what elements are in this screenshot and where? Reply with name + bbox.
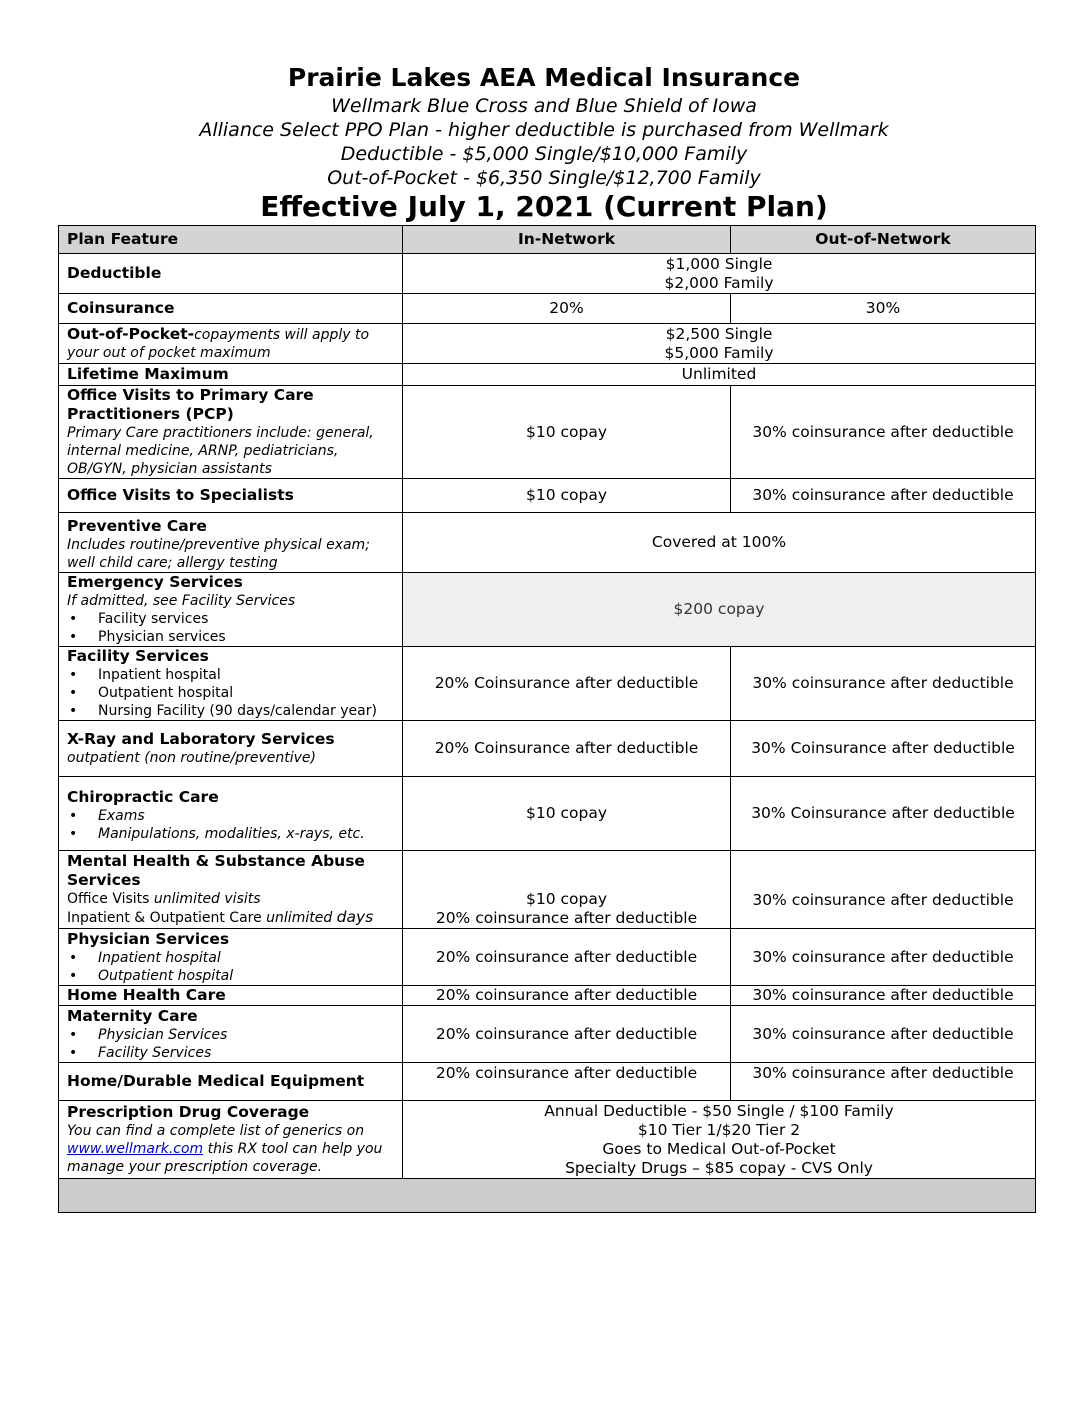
out-of-network-value: 30% coinsurance after deductible (731, 986, 1036, 1006)
feature-name: Lifetime Maximum (67, 365, 229, 383)
in-network-value: $10 copay (403, 386, 731, 479)
feature-cell (59, 1101, 403, 1179)
feature-note: You can find a complete list of generics on (67, 1123, 365, 1139)
column-header-plan-feature: Plan Feature (59, 226, 403, 254)
in-network-value: 20% coinsurance after deductible (403, 986, 731, 1006)
out-of-network-value: 30% Coinsurance after deductible (731, 721, 1036, 777)
bullet-list (67, 610, 394, 646)
feature-note: days (336, 908, 374, 926)
list-item: • Physician services (67, 628, 394, 646)
feature-cell (59, 1063, 403, 1101)
in-network-value: 20% coinsurance after deductible (403, 1006, 731, 1063)
list-item: • Inpatient hospital (67, 666, 394, 684)
feature-note: outpatient (non routine/preventive) (67, 750, 316, 766)
table-row (59, 647, 1036, 721)
feature-name: X-Ray and Laboratory Services (67, 730, 335, 748)
feature-cell (59, 851, 403, 929)
bullet-list (67, 1026, 394, 1062)
value-line: $2,000 Family (664, 273, 774, 292)
table-row (59, 324, 1036, 364)
feature-name: Deductible (67, 264, 162, 282)
list-item: • Outpatient hospital (67, 684, 394, 702)
document-title: Prairie Lakes AEA Medical Insurance (287, 63, 801, 92)
in-network-value: $10 copay (403, 777, 731, 851)
in-network-value (403, 851, 731, 929)
feature-note: Primary Care practitioners include: general, internal medicine, ARNP, pediatricians, OB/GYN, physician assistants (67, 425, 374, 477)
table-row (59, 851, 1036, 929)
list-item: • Outpatient hospital (67, 967, 394, 985)
table-row (59, 513, 1036, 573)
subtitle-carrier: Wellmark Blue Cross and Blue Shield of Iowa (331, 95, 757, 117)
out-of-network-value: 30% (731, 294, 1036, 324)
feature-cell (59, 721, 403, 777)
feature-name: Maternity Care (67, 1006, 198, 1025)
value-line: $5,000 Family (664, 343, 774, 362)
list-item: • Inpatient hospital (67, 949, 394, 967)
feature-cell (59, 513, 403, 573)
in-network-value: 20% (403, 294, 731, 324)
table-row (59, 573, 1036, 647)
footer-bar (59, 1179, 1036, 1213)
out-of-network-value: 30% coinsurance after deductible (731, 1063, 1036, 1101)
feature-name: Facility Services (67, 647, 209, 665)
feature-cell (59, 479, 403, 513)
list-item: • Nursing Facility (90 days/calendar year) (67, 702, 394, 720)
table-row (59, 777, 1036, 851)
wellmark-link[interactable]: www.wellmark.com (67, 1141, 204, 1157)
feature-name: Mental Health & Substance Abuse Services (67, 852, 365, 889)
table-row (59, 364, 1036, 386)
table-row (59, 1063, 1036, 1101)
out-of-network-value: 30% coinsurance after deductible (731, 647, 1036, 721)
list-item: • Manipulations, modalities, x-rays, etc. (67, 825, 394, 843)
column-header-in-network: In-Network (403, 226, 731, 254)
value-line: $2,500 Single (665, 324, 773, 343)
bullet-list (67, 666, 394, 720)
table-row (59, 386, 1036, 479)
feature-note: unlimited visits (153, 891, 261, 907)
value-cell (403, 254, 1036, 294)
out-of-network-value: 30% Coinsurance after deductible (731, 777, 1036, 851)
out-of-network-value: 30% coinsurance after deductible (731, 929, 1036, 986)
feature-text: Office Visits (67, 891, 154, 907)
table-row (59, 721, 1036, 777)
feature-cell (59, 986, 403, 1006)
feature-note: copayments will apply to your out of pocket maximum (67, 327, 370, 361)
in-network-value: $10 copay (403, 479, 731, 513)
feature-name: Chiropractic Care (67, 787, 219, 806)
subtitle-plan: Alliance Select PPO Plan - higher deductible is purchased from Wellmark (199, 119, 889, 141)
value-cell: Unlimited (403, 364, 1036, 386)
feature-name: Prescription Drug Coverage (67, 1103, 310, 1121)
out-of-network-value: 30% coinsurance after deductible (731, 479, 1036, 513)
feature-name: Office Visits to Primary Care Practitioners (PCP) (67, 386, 314, 423)
table-header-row (59, 226, 1036, 254)
feature-note: Includes routine/preventive physical exam; well child care; allergy testing (67, 536, 370, 571)
document-header (0, 62, 1088, 224)
list-item: • Physician Services (67, 1026, 394, 1044)
subtitle-out-of-pocket: Out-of-Pocket - $6,350 Single/$12,700 Family (327, 167, 761, 189)
value-cell (403, 324, 1036, 364)
feature-cell (59, 364, 403, 386)
feature-cell (59, 254, 403, 294)
feature-cell (59, 324, 403, 364)
table-row (59, 479, 1036, 513)
feature-note: this RX tool can help you manage your prescription coverage. (67, 1141, 383, 1175)
effective-date-heading: Effective July 1, 2021 (Current Plan) (260, 190, 828, 223)
feature-note: unlimited (266, 910, 337, 926)
value-cell: $200 copay (403, 573, 1036, 647)
value-line: $10 Tier 1/$20 Tier 2 (637, 1121, 801, 1139)
in-network-value: 20% coinsurance after deductible (403, 929, 731, 986)
feature-text: Inpatient & Outpatient Care (67, 910, 267, 926)
bullet-list (67, 949, 394, 985)
table-row (59, 254, 1036, 294)
table-row (59, 1101, 1036, 1179)
list-item: • Facility services (67, 610, 394, 628)
table-row (59, 986, 1036, 1006)
in-network-value: 20% Coinsurance after deductible (403, 721, 731, 777)
value-cell: Covered at 100% (403, 513, 1036, 573)
feature-name: Home/Durable Medical Equipment (67, 1072, 365, 1090)
feature-cell (59, 294, 403, 324)
feature-cell (59, 1006, 403, 1063)
in-network-value: 20% Coinsurance after deductible (403, 647, 731, 721)
value-line: $1,000 Single (665, 254, 773, 273)
column-header-out-of-network: Out-of-Network (731, 226, 1036, 254)
benefits-table (58, 225, 1036, 1213)
feature-cell (59, 777, 403, 851)
value-cell (403, 1101, 1036, 1179)
value-line: Annual Deductible - $50 Single / $100 Family (544, 1102, 894, 1120)
table-row (59, 294, 1036, 324)
out-of-network-value: 30% coinsurance after deductible (731, 386, 1036, 479)
feature-note: If admitted, see Facility Services (67, 593, 296, 609)
feature-cell (59, 573, 403, 647)
bullet-list (67, 807, 394, 843)
feature-cell (59, 929, 403, 986)
subtitle-deductible: Deductible - $5,000 Single/$10,000 Family (340, 143, 748, 165)
feature-cell (59, 386, 403, 479)
feature-name: Coinsurance (67, 299, 175, 317)
feature-name: Home Health Care (67, 986, 226, 1004)
list-item: • Exams (67, 807, 394, 825)
table-footer-row (59, 1179, 1036, 1213)
feature-name: Emergency Services (67, 573, 243, 591)
feature-cell (59, 647, 403, 721)
value-line: Specialty Drugs – $85 copay - CVS Only (565, 1159, 873, 1177)
table-row (59, 1006, 1036, 1063)
feature-name: Out-of-Pocket- (67, 325, 195, 343)
value-line: 20% coinsurance after deductible (435, 909, 698, 927)
feature-name: Physician Services (67, 929, 230, 948)
out-of-network-value: 30% coinsurance after deductible (731, 1006, 1036, 1063)
out-of-network-value: 30% coinsurance after deductible (731, 851, 1036, 929)
list-item: • Facility Services (67, 1044, 394, 1062)
in-network-value: 20% coinsurance after deductible (403, 1063, 731, 1101)
feature-name: Office Visits to Specialists (67, 486, 294, 504)
value-line: $10 copay (525, 890, 608, 908)
feature-name: Preventive Care (67, 516, 207, 535)
table-row (59, 929, 1036, 986)
value-line: Goes to Medical Out-of-Pocket (602, 1140, 836, 1158)
